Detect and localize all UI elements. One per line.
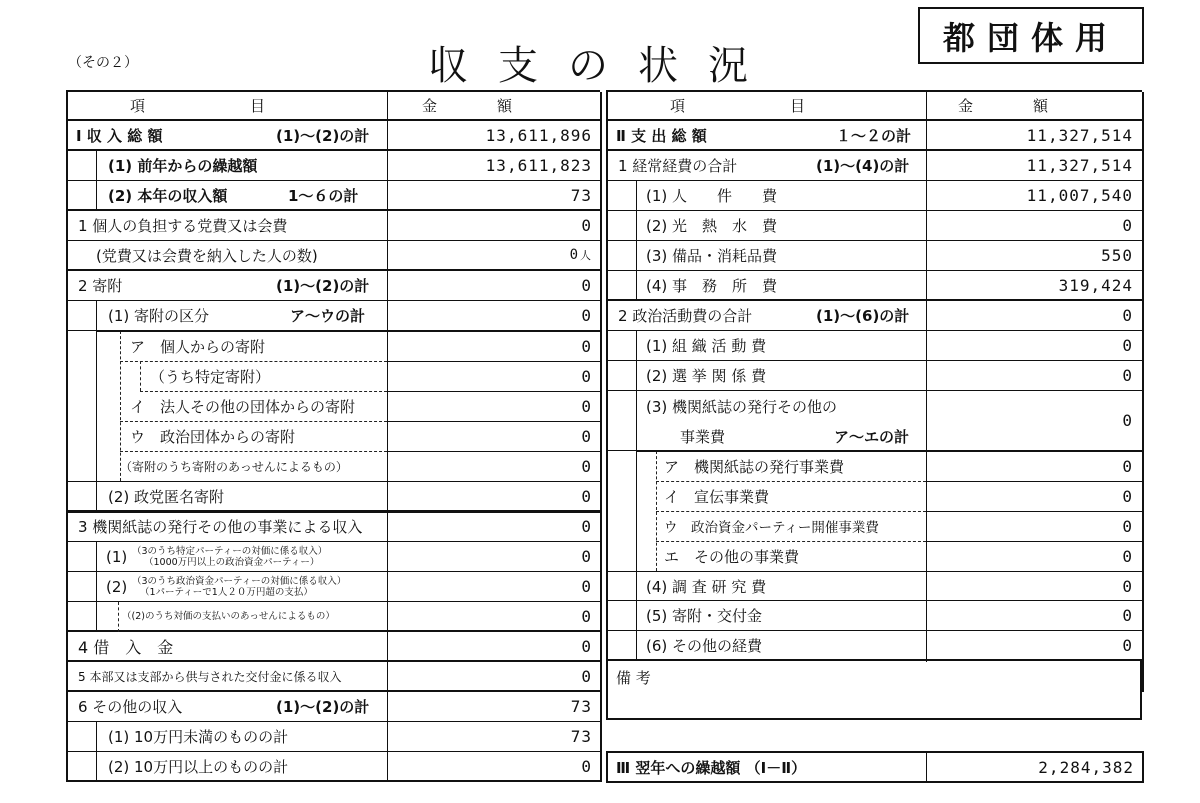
income-r6-1-label: (1) 10万円未満のものの計: [108, 728, 289, 746]
expense-e2-3-sum-note: ア～エの計: [834, 427, 910, 446]
income-r2-a2-amount: 0: [581, 366, 592, 386]
income-r5-amount: 0: [581, 666, 592, 686]
expense-e2-3-line1: (3) 機関紙誌の発行その他の: [646, 397, 838, 416]
income-total-row: [66, 121, 600, 151]
expense-e2-3e-label: エ その他の事業費: [664, 547, 800, 566]
income-r6-2-amount: 0: [581, 756, 592, 776]
expense-e2-3u-amount: 0: [1122, 516, 1133, 536]
expense-e2-3i-amount: 0: [1122, 486, 1133, 506]
income-carryover-row: [66, 151, 600, 181]
expense-e2-3a-amount: 0: [1122, 456, 1133, 476]
income-r2-med-row: [66, 451, 600, 481]
income-r2-2-label: (2) 政党匿名寄附: [108, 487, 225, 506]
income-this-year-row: [66, 181, 600, 211]
expense-total-sum-note: １～２の計: [836, 126, 912, 145]
income-r2-a-row: [66, 331, 600, 361]
income-r2-amount: 0: [581, 276, 592, 295]
income-r2-2-row: [66, 481, 600, 511]
amount-column-header: 金 額: [422, 97, 513, 115]
income-r4-amount: 0: [581, 636, 592, 656]
expense-e2-3e-amount: 0: [1122, 546, 1133, 566]
form-title: 収支の状況: [428, 43, 778, 89]
carry-next-row: [606, 751, 1144, 783]
income-r4-label: 4 借 入 金: [78, 637, 174, 657]
form-stamp: 都団体用: [918, 7, 1144, 64]
remarks-label: 備 考: [616, 668, 651, 687]
income-r5-label: 5 本部又は支部から供与された交付金に係る収入: [78, 669, 342, 684]
expense-e1-3-label: (3) 備品・消耗品費: [646, 247, 778, 265]
remarks-box: [606, 660, 1142, 720]
income-r6-amount: 73: [570, 697, 592, 716]
income-total-label: Ⅰ 収 入 総 額: [76, 126, 163, 145]
expense-e1-1-amount: 11,007,540: [1026, 186, 1133, 205]
expense-e1-1-row: [606, 181, 1142, 211]
income-r3-row: [66, 512, 600, 542]
expense-e2-4-amount: 0: [1122, 576, 1133, 596]
expense-e1-2-row: [606, 211, 1142, 241]
expense-item-column-header: 項 目: [670, 97, 806, 115]
income-r2-a-label: ア 個人からの寄附: [130, 337, 266, 356]
income-r5-row: [66, 662, 600, 692]
income-header-row: [66, 92, 600, 121]
expense-e1-amount: 11,327,514: [1026, 156, 1133, 175]
income-this-year-amount: 73: [570, 185, 592, 205]
expense-e2-3a-label: ア 機関紙誌の発行事業費: [664, 457, 845, 476]
item-column-header: 項 目: [130, 97, 266, 115]
income-r3-1-amount: 0: [581, 547, 592, 566]
expense-table: [606, 90, 1142, 692]
expense-total-amount: 11,327,514: [1026, 125, 1133, 145]
expense-e2-3u-label: ウ 政治資金パーティー開催事業費: [664, 520, 879, 536]
expense-e1-2-label: (2) 光 熱 水 費: [646, 217, 778, 235]
income-r2-1-row: [66, 301, 600, 331]
income-r6-1-row: [66, 722, 600, 752]
income-r3-1-row: [66, 542, 600, 572]
income-this-year-sum-note: 1～６の計: [288, 186, 359, 205]
expense-e2-1-row: [606, 331, 1142, 361]
income-r2-1-amount: 0: [581, 306, 592, 325]
income-r2-med-amount: 0: [581, 456, 592, 476]
expense-e2-4-row: [606, 571, 1142, 601]
expense-e1-3-row: [606, 241, 1142, 271]
form-subtitle: （その２）: [68, 55, 138, 71]
income-r3-2-text: （3のうち政治資金パーティーの対価に係る収入） （1パーティーで1人２０万円超の支払）: [132, 575, 347, 598]
expense-e2-amount: 0: [1122, 306, 1133, 325]
income-r3-3-amount: 0: [581, 606, 592, 626]
income-r2-a2-label: （うち特定寄附）: [150, 367, 271, 386]
income-r2-i-amount: 0: [581, 396, 592, 416]
expense-e2-3e-row: [606, 541, 1142, 571]
expense-total-row: [606, 121, 1142, 151]
income-r1a-amount: 0 人: [569, 247, 592, 263]
expense-e2-4-label: (4) 調 査 研 究 費: [646, 577, 767, 596]
income-r2-med-label: （寄附のうち寄附のあっせんによるもの）: [120, 459, 348, 474]
income-r4-row: [66, 632, 600, 662]
income-r6-1-amount: 73: [570, 727, 592, 746]
expense-e1-4-row: [606, 271, 1142, 301]
expense-e2-2-amount: 0: [1122, 366, 1133, 385]
income-carryover-label: (1) 前年からの繰越額: [108, 157, 258, 175]
expense-e2-3u-row: [606, 511, 1142, 541]
income-r6-2-label: (2) 10万円以上のものの計: [108, 757, 289, 776]
expense-e2-5-row: [606, 601, 1142, 631]
income-r2-a-amount: 0: [581, 336, 592, 356]
income-r3-2-row: [66, 572, 600, 602]
income-this-year-label: (2) 本年の収入額: [108, 186, 228, 205]
expense-e1-row: [606, 151, 1142, 181]
income-r3-3-label: （(2)のうち対価の支払いのあっせんによるもの）: [122, 610, 335, 622]
income-r1-amount: 0: [581, 216, 592, 235]
income-r3-1-num: (1): [106, 547, 128, 566]
income-r3-amount: 0: [581, 517, 592, 536]
income-r2-label: 2 寄附: [78, 277, 123, 295]
income-carryover-amount: 13,611,823: [485, 156, 592, 175]
expense-e2-row: [606, 301, 1142, 331]
income-r1a-label: (党費又は会費を納入した人の数): [96, 246, 318, 265]
expense-e1-label: 1 経常経費の合計: [618, 157, 738, 175]
income-r6-label: 6 その他の収入: [78, 698, 183, 716]
expense-e2-label: 2 政治活動費の合計: [618, 307, 753, 325]
expense-e1-1-label: (1) 人 件 費: [646, 187, 778, 205]
income-r3-2-amount: 0: [581, 577, 592, 596]
carry-next-amount: 2,284,382: [1038, 757, 1134, 777]
income-r1-label: 1 個人の負担する党費又は会費: [78, 217, 288, 235]
expense-e1-4-amount: 319,424: [1058, 275, 1133, 295]
income-r2-u-label: ウ 政治団体からの寄附: [130, 427, 296, 446]
expense-e2-5-label: (5) 寄附・交付金: [646, 607, 763, 625]
income-table: [66, 90, 600, 782]
expense-e2-6-row: [606, 631, 1142, 661]
income-r2-u-amount: 0: [581, 426, 592, 446]
expense-e2-1-label: (1) 組 織 活 動 費: [646, 337, 767, 355]
income-r2-1-sum-note: ア～ウの計: [290, 307, 366, 325]
expense-e2-sum-note: (1)～(6)の計: [816, 307, 910, 325]
income-r2-2-amount: 0: [581, 486, 592, 506]
expense-header-row: [606, 92, 1142, 121]
expense-e2-3-row: [606, 391, 1142, 451]
income-r3-1-text: （3のうち特定パーティーの対価に係る収入） （1000万円以上の政治資金パーティー）: [132, 545, 328, 568]
income-r3-label: 3 機関紙誌の発行その他の事業による収入: [78, 518, 363, 536]
expense-e2-2-row: [606, 361, 1142, 391]
income-r1-row: [66, 211, 600, 241]
expense-e1-4-label: (4) 事 務 所 費: [646, 276, 778, 295]
income-total-sum-note: (1)～(2)の計: [276, 126, 370, 145]
income-r1a-row: [66, 241, 600, 271]
expense-e2-5-amount: 0: [1122, 606, 1133, 625]
income-r2-sum-note: (1)～(2)の計: [276, 277, 370, 295]
expense-e2-6-amount: 0: [1122, 635, 1133, 655]
income-r6-row: [66, 692, 600, 722]
income-r2-i-row: [66, 391, 600, 421]
expense-total-label: Ⅱ 支 出 総 額: [616, 126, 707, 145]
income-total-amount: 13,611,896: [485, 125, 592, 145]
expense-e2-3-line2: 事業費: [680, 427, 726, 446]
income-r2-1-label: (1) 寄附の区分: [108, 307, 210, 325]
expense-e1-3-amount: 550: [1101, 246, 1133, 265]
income-r3-3-row: [66, 602, 600, 632]
expense-e2-3a-row: [606, 451, 1142, 481]
income-r2-row: [66, 271, 600, 301]
expense-e2-6-label: (6) その他の経費: [646, 636, 763, 655]
expense-e1-2-amount: 0: [1122, 216, 1133, 235]
expense-e2-3i-label: イ 宣伝事業費: [664, 487, 770, 506]
income-r6-sum-note: (1)～(2)の計: [276, 698, 370, 716]
expense-amount-column-header: 金 額: [958, 97, 1049, 115]
income-r3-2-num: (2): [106, 577, 128, 596]
expense-e2-1-amount: 0: [1122, 336, 1133, 355]
income-r2-a2-row: [66, 361, 600, 391]
income-r2-u-row: [66, 421, 600, 451]
expense-e2-3i-row: [606, 481, 1142, 511]
expense-e2-3-amount: 0: [1122, 411, 1133, 430]
expense-e2-2-label: (2) 選 挙 関 係 費: [646, 367, 767, 385]
income-r2-i-label: イ 法人その他の団体からの寄附: [130, 397, 356, 416]
income-r6-2-row: [66, 752, 600, 782]
expense-e1-sum-note: (1)～(4)の計: [816, 157, 910, 175]
carry-next-label: Ⅲ 翌年への繰越額 （Ⅰ－Ⅱ）: [616, 758, 807, 777]
